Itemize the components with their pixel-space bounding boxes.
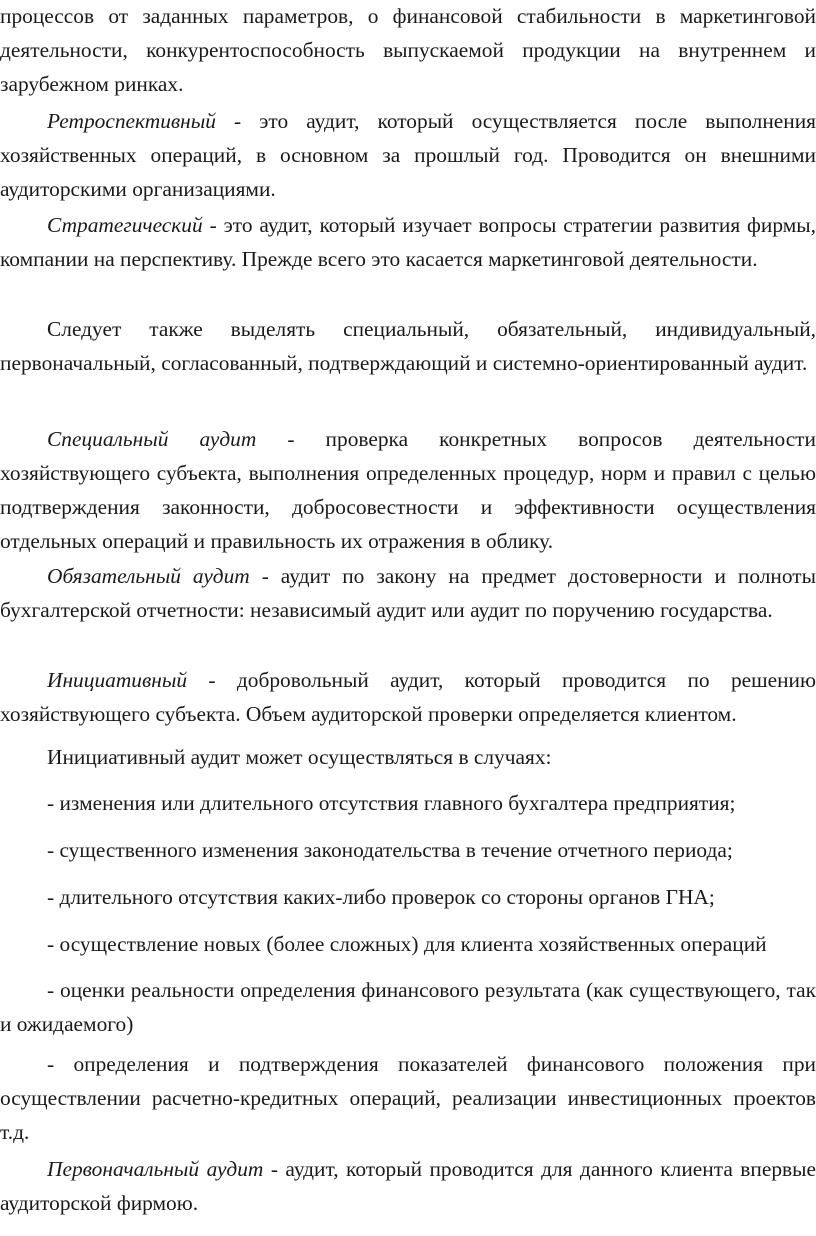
paragraph-text: - это аудит, который осуществляется после выполнения хозяйственных операций, в основном за прошлый год. Проводится он внешними аудиторскими организациями. bbox=[0, 109, 816, 201]
list-item-text: - существенного изменения законодательства в течение отчетного периода; bbox=[47, 838, 733, 862]
paragraph-mandatory-audit bbox=[0, 559, 816, 627]
list-item bbox=[0, 880, 816, 914]
list-item-text: - длительного отсутствия каких-либо проверок со стороны органов ГНА; bbox=[47, 885, 715, 909]
paragraph-text: - это аудит, который изучает вопросы стратегии развития фирмы, компании на перспективу. Прежде всего это касается маркетинговой деятельности. bbox=[0, 213, 816, 271]
paragraph-special-audit bbox=[0, 422, 816, 558]
paragraph-text: Следует также выделять специальный, обязательный, индивидуальный, первоначальный, согласованный, подтверждающий и системно-ориентированный аудит. bbox=[0, 317, 816, 375]
paragraph-initiative-cases-intro bbox=[0, 740, 816, 774]
list-item bbox=[0, 833, 816, 867]
paragraph-text: процессов от заданных параметров, о финансовой стабильности в маркетинговой деятельности, конкурентоспособность выпускаемой продукции на внутреннем и зарубежном ринках. bbox=[0, 4, 816, 96]
list-item-text: - изменения или длительного отсутствия главного бухгалтера предприятия; bbox=[47, 791, 736, 815]
paragraph-retrospective-audit bbox=[0, 104, 816, 206]
paragraph-text: - аудит, который проводится для данного клиента впервые аудиторской фирмою. bbox=[0, 1157, 816, 1215]
paragraph-initiative-audit bbox=[0, 663, 816, 731]
list-item-text: - определения и подтверждения показателей финансового положения при осуществлении расчетно-кредитных операций, реализации инвестиционных проектов т.д. bbox=[0, 1052, 816, 1144]
paragraph-text: - проверка конкретных вопросов деятельности хозяйствующего субъекта, выполнения определенных процедур, норм и правил с целью подтверждения законности, добросовестности и эффективности осуществления отдельных операций и правильность их отражения в облику. bbox=[0, 427, 816, 553]
paragraph-text: - добровольный аудит, который проводится по решению хозяйствующего субъекта. Объем аудиторской проверки определяется клиентом. bbox=[0, 668, 816, 726]
paragraph-term: Первоначальный аудит bbox=[47, 1157, 264, 1181]
list-item bbox=[0, 973, 816, 1041]
paragraph-term: Стратегический bbox=[47, 213, 203, 237]
paragraph-term: Специальный аудит bbox=[47, 427, 257, 451]
paragraph-term: Инициативный bbox=[47, 668, 188, 692]
paragraph-strategic-audit bbox=[0, 208, 816, 276]
list-item bbox=[0, 927, 816, 961]
paragraph-term: Обязательный аудит bbox=[47, 564, 250, 588]
list-item-text: - оценки реальности определения финансового результата (как существующего, так и ожидаемого) bbox=[0, 978, 816, 1036]
paragraph-text: Инициативный аудит может осуществляться в случаях: bbox=[47, 745, 552, 769]
paragraph-term: Ретроспективный bbox=[47, 109, 216, 133]
paragraph-initial-audit bbox=[0, 1152, 816, 1220]
paragraph-audit-types bbox=[0, 312, 816, 380]
list-item bbox=[0, 1047, 816, 1149]
list-item bbox=[0, 786, 816, 820]
paragraph-text: - аудит по закону на предмет достоверности и полноты бухгалтерской отчетности: независимый аудит или аудит по поручению государства. bbox=[0, 564, 816, 622]
list-item-text: - осуществление новых (более сложных) для клиента хозяйственных операций bbox=[47, 932, 767, 956]
paragraph-continuation bbox=[0, 0, 816, 101]
